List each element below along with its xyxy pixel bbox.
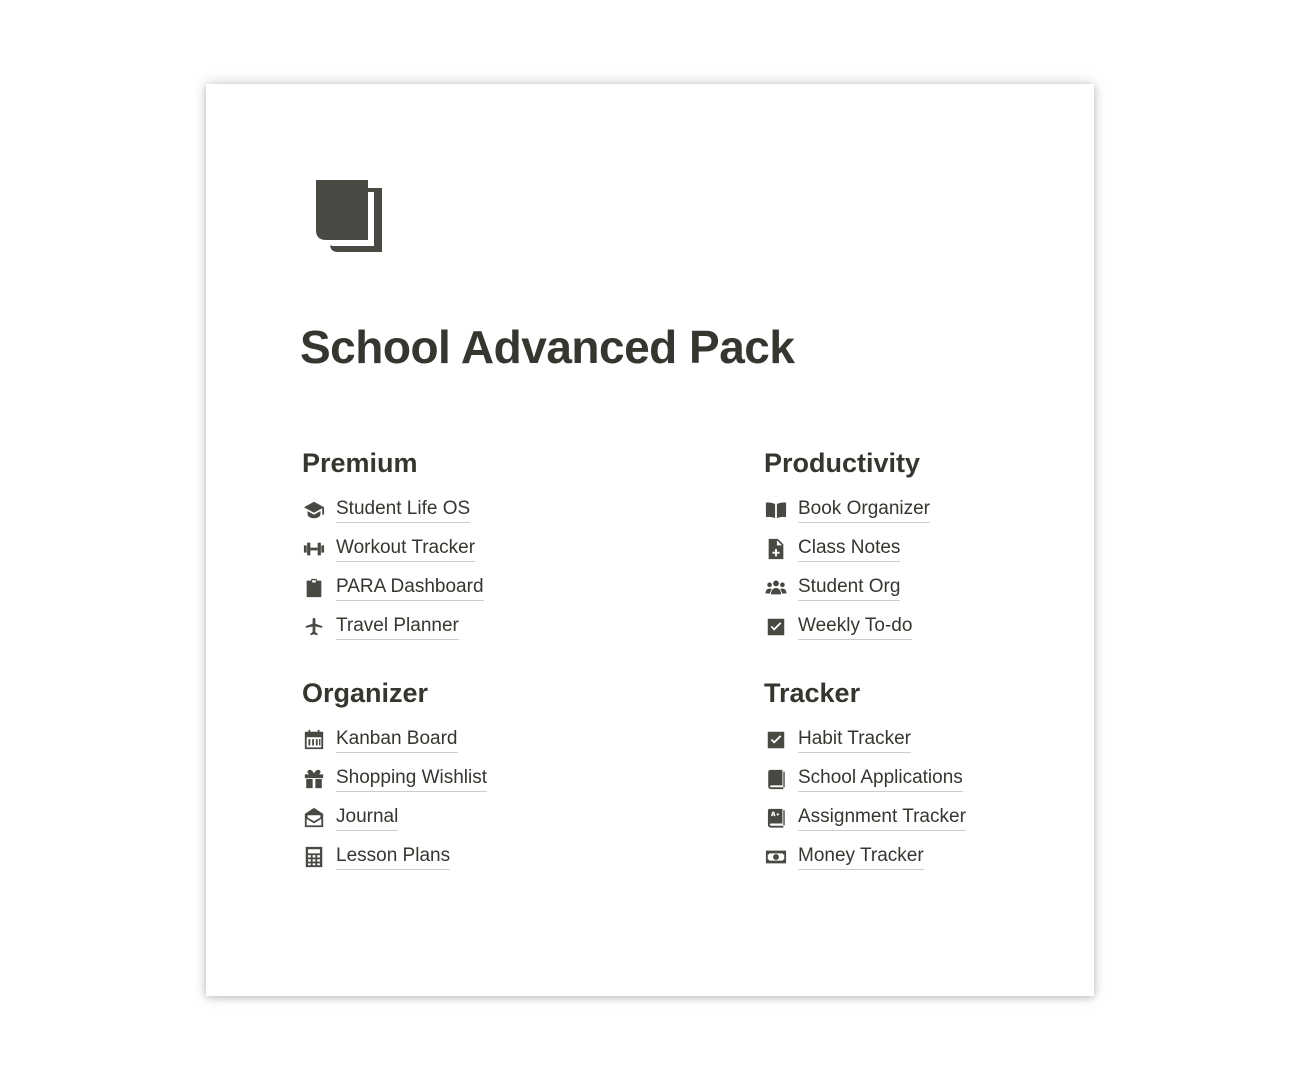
link-weekly-todo[interactable]: Weekly To-do: [764, 607, 1124, 646]
link-habit-tracker[interactable]: Habit Tracker: [764, 720, 1124, 759]
section-premium: [302, 446, 662, 646]
link-kanban-board[interactable]: Kanban Board: [302, 720, 662, 759]
dumbbell-icon: [302, 537, 326, 561]
link-journal[interactable]: Journal: [302, 798, 662, 837]
open-book-icon: [764, 498, 788, 522]
checkbox-icon: [764, 728, 788, 752]
page-card: [206, 84, 1094, 996]
page-title: School Advanced Pack: [300, 321, 795, 373]
link-para-dashboard[interactable]: PARA Dashboard: [302, 568, 662, 607]
people-group-icon: [764, 576, 788, 600]
link-assignment-tracker[interactable]: Assignment Tracker: [764, 798, 1124, 837]
section-title-organizer: Organizer: [302, 678, 429, 708]
section-productivity: [764, 446, 1124, 646]
section-title-premium: Premium: [302, 448, 418, 478]
calendar-icon: [302, 728, 326, 752]
grade-book-icon: [764, 806, 788, 830]
calculator-icon: [302, 845, 326, 869]
open-envelope-icon: [302, 806, 326, 830]
section-title-productivity: Productivity: [764, 448, 921, 478]
link-student-life-os[interactable]: Student Life OS: [302, 490, 662, 529]
checkbox-icon: [764, 615, 788, 639]
banknote-icon: [764, 845, 788, 869]
link-book-organizer[interactable]: Book Organizer: [764, 490, 1124, 529]
link-lesson-plans[interactable]: Lesson Plans: [302, 837, 662, 876]
link-student-org[interactable]: Student Org: [764, 568, 1124, 607]
clipboard-icon: [302, 576, 326, 600]
airplane-icon: [302, 615, 326, 639]
link-shopping-wishlist[interactable]: Shopping Wishlist: [302, 759, 662, 798]
link-school-applications[interactable]: School Applications: [764, 759, 1124, 798]
link-travel-planner[interactable]: Travel Planner: [302, 607, 662, 646]
section-organizer: [302, 676, 662, 876]
section-tracker: [764, 676, 1124, 876]
link-workout-tracker[interactable]: Workout Tracker: [302, 529, 662, 568]
file-plus-icon: [764, 537, 788, 561]
link-class-notes[interactable]: Class Notes: [764, 529, 1124, 568]
graduation-cap-icon: [302, 498, 326, 522]
page-stack-icon[interactable]: [314, 180, 384, 254]
link-money-tracker[interactable]: Money Tracker: [764, 837, 1124, 876]
book-icon: [764, 767, 788, 791]
section-title-tracker: Tracker: [764, 678, 861, 708]
gift-icon: [302, 767, 326, 791]
